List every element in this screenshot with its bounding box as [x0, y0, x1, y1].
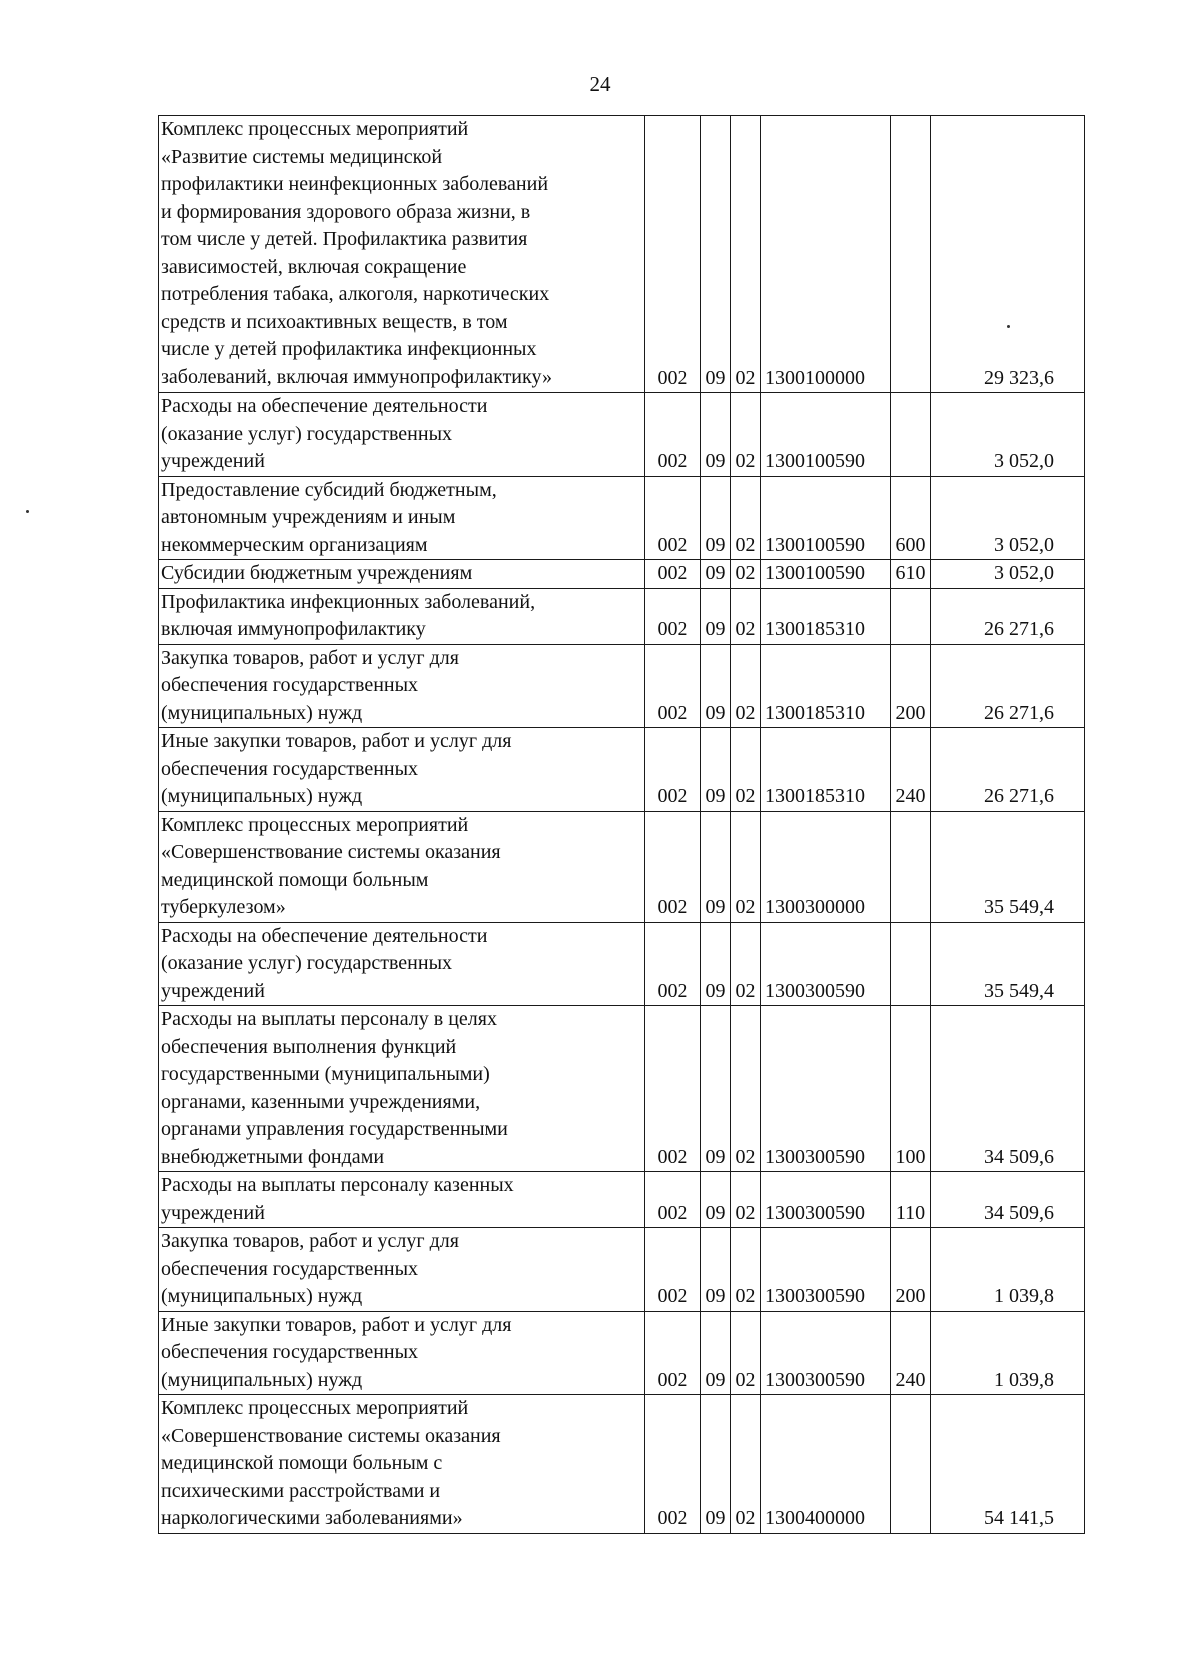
target-article-code: 1300300000 [761, 811, 891, 922]
amount-value: 54 141,5 [931, 1395, 1085, 1534]
target-article-code: 1300100590 [761, 393, 891, 477]
budget-table-body [159, 116, 1085, 1534]
target-article-code: 1300300590 [761, 1006, 891, 1172]
expense-type-code [891, 922, 931, 1006]
target-article-code: 1300300590 [761, 1228, 891, 1312]
table-row [159, 811, 1085, 922]
table-row [159, 1172, 1085, 1228]
table-row [159, 476, 1085, 560]
target-article-code: 1300185310 [761, 644, 891, 728]
subsection-code: 02 [731, 1311, 761, 1395]
subsection-code: 02 [731, 1395, 761, 1534]
subsection-code: 02 [731, 1006, 761, 1172]
subsection-code: 02 [731, 1228, 761, 1312]
amount-value: 1 039,8 [931, 1311, 1085, 1395]
subsection-code: 02 [731, 560, 761, 589]
expense-type-code: 100 [891, 1006, 931, 1172]
subsection-code: 02 [731, 393, 761, 477]
section-code: 09 [701, 1172, 731, 1228]
amount-value: 26 271,6 [931, 644, 1085, 728]
expense-type-code: 200 [891, 644, 931, 728]
subsection-code: 02 [731, 116, 761, 393]
table-row [159, 1395, 1085, 1534]
row-name: Комплекс процессных мероприятий «Совершенствование системы оказания медицинской помощи больным с психическими расстройствами и наркологическими заболеваниями» [159, 1395, 645, 1534]
target-article-code: 1300300590 [761, 922, 891, 1006]
amount-value: 35 549,4 [931, 811, 1085, 922]
row-name: Расходы на выплаты персоналу казенных учреждений [159, 1172, 645, 1228]
ministry-code: 002 [645, 588, 701, 644]
subsection-code: 02 [731, 811, 761, 922]
ministry-code: 002 [645, 728, 701, 812]
ministry-code: 002 [645, 1172, 701, 1228]
expense-type-code: 240 [891, 728, 931, 812]
table-row [159, 393, 1085, 477]
row-name: Предоставление субсидий бюджетным, автономным учреждениям и иным некоммерческим организациям [159, 476, 645, 560]
row-name: Профилактика инфекционных заболеваний, включая иммунопрофилактику [159, 588, 645, 644]
ministry-code: 002 [645, 644, 701, 728]
subsection-code: 02 [731, 588, 761, 644]
table-row [159, 560, 1085, 589]
table-row [159, 922, 1085, 1006]
ministry-code: 002 [645, 393, 701, 477]
section-code: 09 [701, 811, 731, 922]
row-name: Иные закупки товаров, работ и услуг для обеспечения государственных (муниципальных) нужд [159, 1311, 645, 1395]
target-article-code: 1300300590 [761, 1172, 891, 1228]
table-row [159, 588, 1085, 644]
ministry-code: 002 [645, 1395, 701, 1534]
target-article-code: 1300185310 [761, 728, 891, 812]
subsection-code: 02 [731, 476, 761, 560]
section-code: 09 [701, 1228, 731, 1312]
ministry-code: 002 [645, 1228, 701, 1312]
row-name: Комплекс процессных мероприятий «Развитие системы медицинской профилактики неинфекционных заболеваний и формирования здорового образа жизни, в том числе у детей. Профилактика развития зависимостей, включая сокращение потребления табака, алкоголя, наркотических средств и психоактивных веществ, в том числе у детей профилактика инфекционных заболеваний, включая иммунопрофилактику» [159, 116, 645, 393]
target-article-code: 1300100000 [761, 116, 891, 393]
subsection-code: 02 [731, 644, 761, 728]
section-code: 09 [701, 1311, 731, 1395]
amount-value: 34 509,6 [931, 1006, 1085, 1172]
budget-table [158, 115, 1085, 1534]
ministry-code: 002 [645, 476, 701, 560]
row-name: Комплекс процессных мероприятий «Совершенствование системы оказания медицинской помощи больным туберкулезом» [159, 811, 645, 922]
ministry-code: 002 [645, 116, 701, 393]
target-article-code: 1300100590 [761, 560, 891, 589]
amount-value: 35 549,4 [931, 922, 1085, 1006]
row-name: Расходы на выплаты персоналу в целях обеспечения выполнения функций государственными (муниципальными) органами, казенными учреждениями, органами управления государственными внебюджетными фондами [159, 1006, 645, 1172]
table-row [159, 1006, 1085, 1172]
table-row [159, 1228, 1085, 1312]
row-name: Расходы на обеспечение деятельности (оказание услуг) государственных учреждений [159, 393, 645, 477]
scan-speck-left [26, 510, 29, 513]
target-article-code: 1300300590 [761, 1311, 891, 1395]
section-code: 09 [701, 922, 731, 1006]
row-name: Расходы на обеспечение деятельности (оказание услуг) государственных учреждений [159, 922, 645, 1006]
table-row [159, 1311, 1085, 1395]
ministry-code: 002 [645, 560, 701, 589]
amount-value: 26 271,6 [931, 588, 1085, 644]
row-name: Субсидии бюджетным учреждениям [159, 560, 645, 589]
expense-type-code [891, 588, 931, 644]
ministry-code: 002 [645, 922, 701, 1006]
section-code: 09 [701, 476, 731, 560]
ministry-code: 002 [645, 1006, 701, 1172]
section-code: 09 [701, 560, 731, 589]
section-code: 09 [701, 1395, 731, 1534]
target-article-code: 1300185310 [761, 588, 891, 644]
section-code: 09 [701, 393, 731, 477]
expense-type-code [891, 116, 931, 393]
amount-value: 3 052,0 [931, 393, 1085, 477]
expense-type-code: 610 [891, 560, 931, 589]
target-article-code: 1300100590 [761, 476, 891, 560]
subsection-code: 02 [731, 1172, 761, 1228]
expense-type-code [891, 393, 931, 477]
amount-value: 29 323,6 [931, 116, 1085, 393]
subsection-code: 02 [731, 728, 761, 812]
section-code: 09 [701, 116, 731, 393]
amount-value: 34 509,6 [931, 1172, 1085, 1228]
ministry-code: 002 [645, 1311, 701, 1395]
expense-type-code [891, 811, 931, 922]
target-article-code: 1300400000 [761, 1395, 891, 1534]
subsection-code: 02 [731, 922, 761, 1006]
row-name: Закупка товаров, работ и услуг для обеспечения государственных (муниципальных) нужд [159, 1228, 645, 1312]
table-row [159, 644, 1085, 728]
amount-value: 3 052,0 [931, 476, 1085, 560]
section-code: 09 [701, 644, 731, 728]
ministry-code: 002 [645, 811, 701, 922]
section-code: 09 [701, 728, 731, 812]
section-code: 09 [701, 1006, 731, 1172]
expense-type-code [891, 1395, 931, 1534]
expense-type-code: 600 [891, 476, 931, 560]
amount-value: 1 039,8 [931, 1228, 1085, 1312]
amount-value: 3 052,0 [931, 560, 1085, 589]
section-code: 09 [701, 588, 731, 644]
amount-value: 26 271,6 [931, 728, 1085, 812]
table-row [159, 728, 1085, 812]
expense-type-code: 240 [891, 1311, 931, 1395]
table-row [159, 116, 1085, 393]
row-name: Закупка товаров, работ и услуг для обеспечения государственных (муниципальных) нужд [159, 644, 645, 728]
page-number: 24 [589, 72, 611, 96]
row-name: Иные закупки товаров, работ и услуг для обеспечения государственных (муниципальных) нужд [159, 728, 645, 812]
expense-type-code: 200 [891, 1228, 931, 1312]
expense-type-code: 110 [891, 1172, 931, 1228]
